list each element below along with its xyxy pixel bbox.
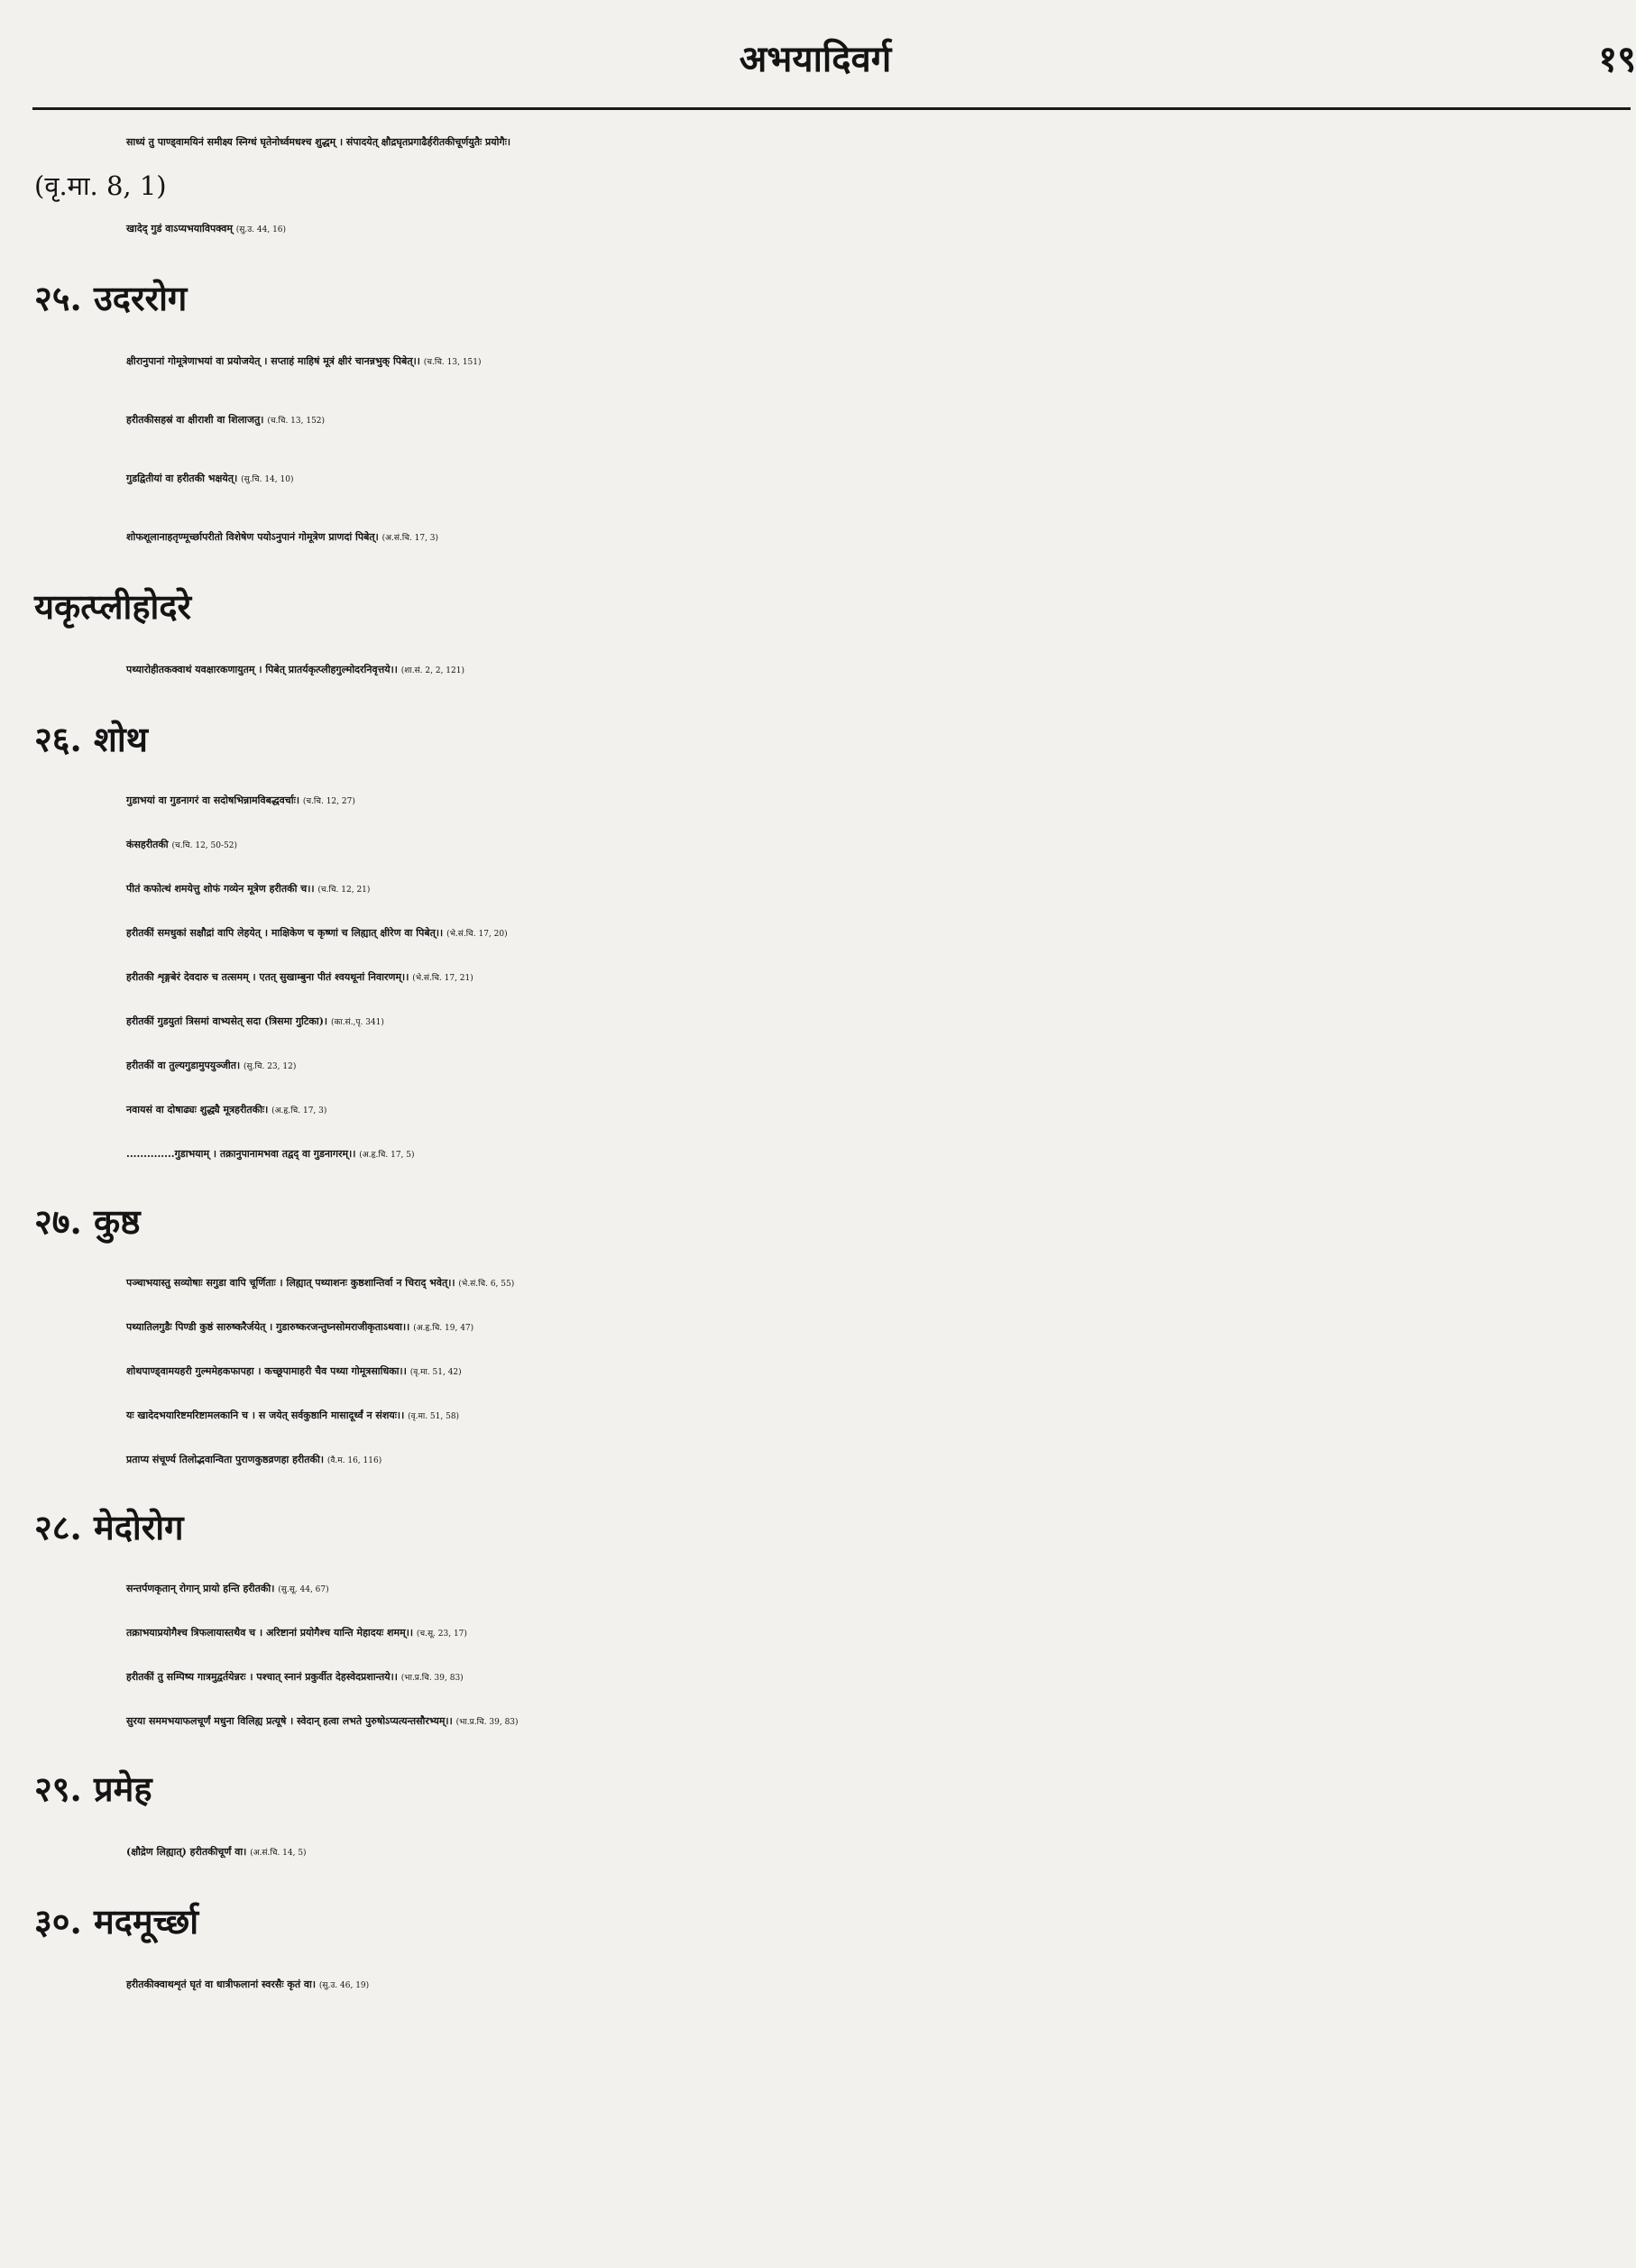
verse-line [0, 779, 1631, 823]
verse-text: यः खादेदभयारिष्टमरिष्टामलकानि च । स जयेत् सर्वकुष्ठानि मासादूर्ध्वं न संशयः।। [126, 1409, 405, 1421]
verse-line [0, 206, 1631, 253]
verse-text: खादेद् गुडं वाऽप्यभयाविपक्वम् [126, 223, 233, 234]
verse-text: हरीतकीं गुडयुतां त्रिसमां वाभ्यसेत् सदा (त्रिसमा गुटिका)। [126, 1015, 328, 1027]
verse-reference: (भे.सं.चि. 17, 20) [446, 930, 508, 939]
section-heading-madamurchha: ३०. मदमूर्च्छा [34, 1901, 199, 1942]
verse-text: हरीतकी शृङ्गबेरं देवदारु च तत्समम् । एतत् सुखाम्बुना पीतं श्वयथूनां निवारणम्।। [126, 971, 409, 983]
verse-reference: (च.चि. 13, 151) [423, 358, 482, 367]
verse-line [0, 823, 1631, 868]
verse-reference: (भे.सं.चि. 6, 55) [458, 1280, 515, 1289]
verse-reference: (च.चि. 13, 152) [267, 417, 326, 426]
header-rule [32, 107, 1631, 110]
verse-line [0, 1567, 1631, 1611]
verse-reference: (सु.चि. 23, 12) [243, 1062, 297, 1071]
section-heading-prameha: २९. प्रमेह [34, 1768, 152, 1809]
verse-reference: (च.चि. 12, 50-52) [171, 841, 237, 850]
verse-line [0, 1829, 1631, 1877]
verse-text: शोफशूलानाहतृण्मूर्च्छापरीतो विशेषेण पयोऽनुपानं गोमूत्रेण प्राणदां पिबेत्। [126, 531, 379, 543]
section-heading-yakritplihodara: यकृत्प्लीहोदरे [34, 586, 192, 627]
verse-line [0, 912, 1631, 956]
verse-line [0, 868, 1631, 912]
section-heading-medoroga: २८. मेदोरोग [34, 1507, 184, 1547]
verse-text: हरीतकीं वा तुल्यगुडामुपयुञ्जीत। [126, 1060, 241, 1071]
verse-text: हरीतकीसहस्रं वा क्षीराशी वा शिलाजतु। [126, 414, 264, 426]
section-heading-udararoga: २५. उदररोग [34, 278, 188, 318]
verse-reference: (सु.सू. 44, 67) [278, 1585, 329, 1594]
verse-line [0, 1088, 1631, 1133]
verse-line [0, 647, 1631, 694]
verse-reference: (अ.हृ.चि. 19, 47) [413, 1324, 474, 1333]
verse-reference: (शा.सं. 2, 2, 121) [400, 666, 464, 675]
verse-reference: (भा.प्र.चि. 39, 83) [455, 1718, 519, 1727]
verse-text: हरीतकीं समधुकां सक्षौद्रां वापि लेहयेत् । माक्षिकेण च कृष्णां च लिह्यात् क्षीरेण वा पिबेत्।। [126, 927, 444, 939]
page-number: १९ [1598, 38, 1636, 80]
verse-text: ..............गुडाभयाम् । तक्रानुपानामभवा तद्वद् वा गुडनागरम्।। [126, 1148, 356, 1160]
section-heading-shotha: २६. शोथ [34, 719, 148, 759]
verse-reference: (च.सू. 23, 17) [416, 1630, 467, 1639]
verse-reference: (अ.सं.चि. 17, 3) [381, 534, 439, 543]
verse-line [0, 1133, 1631, 1177]
verse-text: हरीतकीं तु सम्पिष्य गात्रमुद्वर्तयेन्नरः । पश्चात् स्नानं प्रकुर्वीत देहस्वेदप्रशान्तये।। [126, 1671, 398, 1683]
verse-reference-line [0, 166, 1631, 206]
verse-reference: (सु.उ. 46, 19) [318, 1981, 370, 1990]
verse-reference: (भे.सं.चि. 17, 21) [412, 974, 473, 983]
verse-reference: (सु.चि. 14, 10) [241, 475, 294, 484]
verse-text: गुडाभयां वा गुडनागरं वा सदोषभिन्नामविबद्धवर्चाः। [126, 794, 299, 806]
verse-text: तक्राभयाप्रयोगैश्च त्रिफलायास्तथैव च । अरिष्टानां प्रयोगैश्च यान्ति मेहादयः शमम्।। [126, 1627, 414, 1639]
verse-text: पथ्यारोहीतकक्वाथं यवक्षारकणायुतम् । पिबेत् प्रातर्यकृत्प्लीहगुल्मोदरनिवृत्तये।। [126, 664, 398, 675]
verse-line [0, 1656, 1631, 1700]
verse-reference: (च.चि. 12, 27) [302, 797, 355, 806]
verse-line [0, 397, 1631, 445]
verse-reference: (वृ.मा. 8, 1) [34, 170, 167, 201]
verse-text: हरीतकीक्वाथशृतं घृतं वा धात्रीफलानां स्वरसैः कृतं वा। [126, 1979, 317, 1990]
verse-reference: (वै.म. 16, 116) [326, 1456, 382, 1465]
verse-line [0, 514, 1631, 562]
verse-reference: (वृ.मा. 51, 58) [408, 1412, 460, 1421]
verse-line [0, 1306, 1631, 1350]
verse-reference: (अ.हृ.चि. 17, 5) [359, 1151, 415, 1160]
verse-text: कंसहरीतकी [126, 839, 169, 850]
verse-line [0, 956, 1631, 1000]
verse-line [0, 119, 1631, 166]
verse-text: साध्यं तु पाण्ड्वामयिनं समीक्ष्य स्निग्धं घृतेनोर्ध्वमधश्च शुद्धम् । संपादयेत् क्षौद्रघृतप्रगाढैर्हरीतकीचूर्णयुतैः प्रयोगैः। [126, 136, 511, 148]
verse-line [0, 455, 1631, 503]
verse-reference: (भा.प्र.चि. 39, 83) [400, 1674, 464, 1683]
page-body [0, 119, 1631, 2247]
verse-line [0, 1262, 1631, 1306]
verse-line [0, 1350, 1631, 1394]
verse-text: (क्षौद्रेण लिह्यात्) हरीतकीचूर्णं वा। [126, 1846, 247, 1858]
verse-text: सन्तर्पणकृतान् रोगान् प्रायो हन्ति हरीतकी। [126, 1583, 275, 1594]
verse-line [0, 1438, 1631, 1483]
page-header [0, 27, 1636, 81]
section-heading-kushtha: २७. कुष्ठ [34, 1201, 141, 1242]
verse-text: पथ्यातिलगुडैः पिण्डी कुष्ठं सारुष्करैर्जयेत् । गुडारुष्करजन्तुघ्नसोमराजीकृताऽथवा।। [126, 1321, 410, 1333]
verse-text: पञ्चाभयास्तु सव्योषाः सगुडा वापि चूर्णिताः । लिह्यात् पथ्याशनः कुष्ठशान्तिर्वा न चिराद् भवेत्।। [126, 1277, 455, 1289]
running-title: अभयादिवर्ग [739, 38, 892, 80]
verse-text: शोथपाण्ड्वामयहरी गुल्ममेहकफापहा । कच्छूपामाहरी चैव पथ्या गोमूत्रसाधिका।। [126, 1365, 407, 1377]
verse-line [0, 1394, 1631, 1438]
verse-reference: (अ.हृ.चि. 17, 3) [271, 1106, 327, 1116]
verse-line [0, 1961, 1631, 2009]
verse-text: नवायसं वा दोषाढ्यः शुद्ध्यै मूत्रहरीतकीः। [126, 1104, 269, 1116]
verse-text: गुडद्वितीयां वा हरीतकी भक्षयेत्। [126, 473, 238, 484]
verse-line [0, 1000, 1631, 1044]
verse-reference: (च.चि. 12, 21) [317, 886, 371, 895]
verse-line [0, 1700, 1631, 1744]
verse-text: क्षीरानुपानां गोमूत्रेणाभयां वा प्रयोजयेत् । सप्ताहं माहिषं मूत्रं क्षीरं चानन्नभुक् पिबेत्।। [126, 355, 420, 367]
verse-line [0, 1611, 1631, 1656]
verse-line [0, 1044, 1631, 1088]
verse-reference: (का.सं.,पृ. 341) [330, 1018, 384, 1027]
verse-text: सुरया सममभयाफलचूर्णं मधुना विलिह्य प्रत्यूषे । स्वेदान् हत्वा लभते पुरुषोऽप्यत्यन्तसौरभ्यम्।। [126, 1715, 453, 1727]
verse-text: पीतं कफोत्थं शमयेत्तु शोफं गव्येन मूत्रेण हरीतकी च।। [126, 883, 315, 895]
verse-text: प्रताप्य संचूर्ण्य तिलोद्भवान्विता पुराणकुष्ठव्रणहा हरीतकी। [126, 1454, 325, 1465]
verse-reference: (अ.सं.चि. 14, 5) [250, 1849, 307, 1858]
verse-reference: (सु.उ. 44, 16) [235, 225, 287, 234]
verse-reference: (वृ.मा. 51, 42) [409, 1368, 462, 1377]
verse-line [0, 338, 1631, 386]
